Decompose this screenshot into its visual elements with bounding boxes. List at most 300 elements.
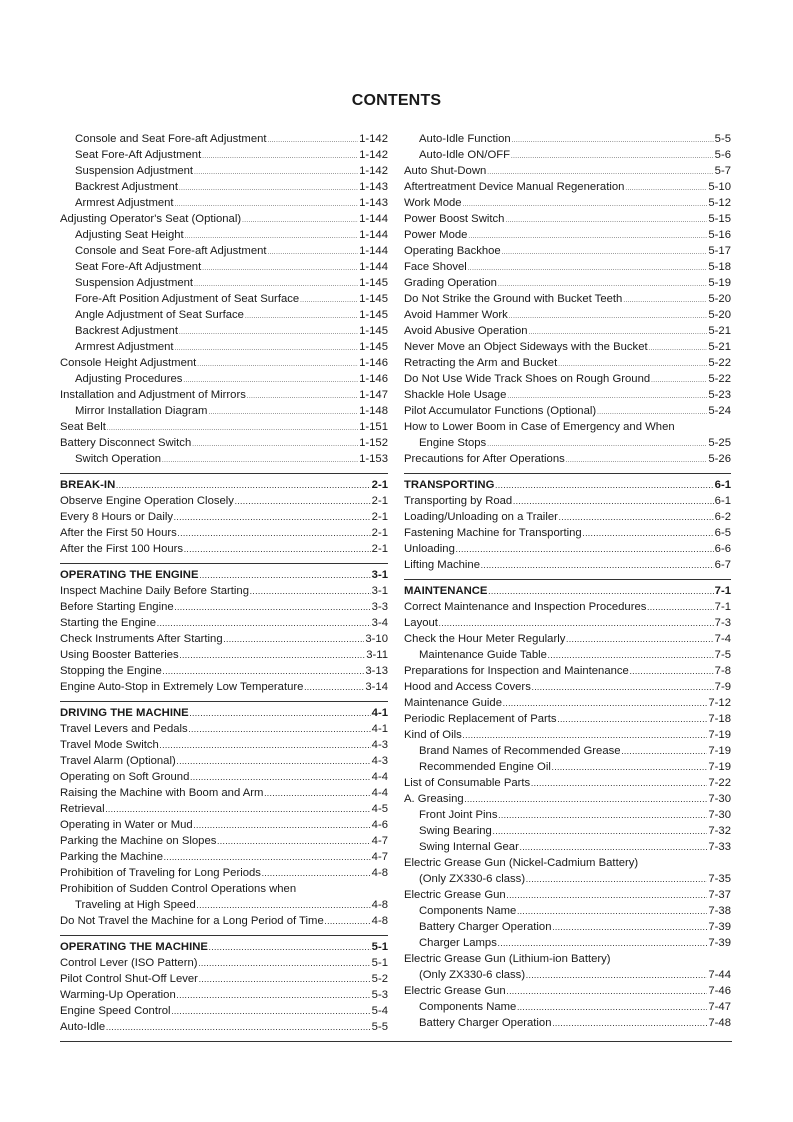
section-heading-page: 4-1 (371, 707, 388, 719)
toc-entry-page: 1-142 (359, 165, 388, 177)
toc-entry[interactable] (404, 419, 731, 435)
toc-entry[interactable] (404, 967, 731, 983)
toc-entry[interactable] (404, 983, 731, 999)
bottom-rule (60, 1041, 732, 1042)
toc-entry[interactable] (404, 147, 731, 163)
toc-entry[interactable] (60, 243, 388, 259)
toc-entry-page: 5-4 (371, 1005, 388, 1017)
toc-entry-page: 7-46 (708, 985, 731, 997)
toc-entry[interactable] (404, 493, 731, 509)
toc-entry-page: 5-25 (708, 437, 731, 449)
toc-entry-page: 5-1 (371, 957, 388, 969)
toc-entry-page: 1-144 (359, 213, 388, 225)
section-heading[interactable] (60, 939, 388, 955)
toc-entry-page: 1-143 (359, 181, 388, 193)
toc-entry[interactable] (60, 179, 388, 195)
toc-entry-page: 3-11 (366, 649, 388, 661)
toc-entry-title: Power Boost Switch (404, 213, 505, 225)
toc-entry[interactable] (60, 525, 388, 541)
toc-entry[interactable] (404, 727, 731, 743)
section-items (404, 493, 731, 573)
toc-entry[interactable] (60, 769, 388, 785)
toc-entry[interactable] (404, 211, 731, 227)
toc-entry-title: Components Name (419, 905, 517, 917)
toc-entry-page: 6-7 (714, 559, 731, 571)
toc-entry-title: Lifting Machine (404, 559, 480, 571)
toc-entry[interactable] (60, 451, 388, 467)
toc-entry[interactable] (60, 753, 388, 769)
toc-entry[interactable] (404, 919, 731, 935)
toc-entry-title: After the First 100 Hours (60, 543, 184, 555)
toc-entry-page: 4-1 (371, 723, 388, 735)
toc-entry-title: Check the Hour Meter Regularly (404, 633, 566, 645)
toc-entry-title: Swing Internal Gear (419, 841, 519, 853)
toc-entry[interactable] (60, 541, 388, 557)
toc-entry-title: Parking the Machine on Slopes (60, 835, 217, 847)
toc-entry-title: Shackle Hole Usage (404, 389, 507, 401)
toc-entry[interactable] (60, 737, 388, 753)
toc-entry[interactable] (404, 275, 731, 291)
toc-entry-title: Engine Stops (419, 437, 487, 449)
toc-entry[interactable] (404, 525, 731, 541)
page-title: CONTENTS (351, 92, 442, 109)
toc-entry[interactable] (404, 259, 731, 275)
toc-entry-title: Backrest Adjustment (75, 325, 178, 337)
toc-entry-title: Operating in Water or Mud (60, 819, 193, 831)
toc-entry-page: 4-4 (371, 787, 388, 799)
toc-entry[interactable] (404, 339, 731, 355)
toc-entry[interactable] (60, 387, 388, 403)
toc-entry-page: 6-5 (714, 527, 731, 539)
toc-entry[interactable] (60, 679, 388, 695)
toc-entry[interactable] (60, 987, 388, 1003)
toc-entry[interactable] (404, 759, 731, 775)
toc-entry-title: Before Starting Engine (60, 601, 174, 613)
toc-entry-title: Operating on Soft Ground (60, 771, 190, 783)
toc-entry[interactable] (60, 211, 388, 227)
section-heading-page: 6-1 (714, 479, 731, 491)
toc-entry[interactable] (60, 323, 388, 339)
dot-leader (184, 541, 371, 559)
toc-entry-page: 1-145 (359, 293, 388, 305)
toc-entry-title: Electric Grease Gun (Lithium-ion Battery) (404, 953, 611, 965)
section-items (404, 599, 731, 1031)
toc-entry-title: (Only ZX330-6 class) (419, 873, 526, 885)
toc-entry-title: Warming-Up Operation (60, 989, 176, 1001)
toc-entry-title: Seat Belt (60, 421, 106, 433)
toc-entry-title: Layout (404, 617, 438, 629)
toc-section-transporting (404, 473, 731, 573)
toc-entry-title: Angle Adjustment of Seat Surface (75, 309, 244, 321)
toc-entry-title: Engine Speed Control (60, 1005, 171, 1017)
toc-entry-title: Operating Backhoe (404, 245, 501, 257)
toc-entry-title: Adjusting Operator's Seat (Optional) (60, 213, 242, 225)
toc-entry-page: 5-24 (708, 405, 731, 417)
toc-entry-title: Unloading (404, 543, 455, 555)
toc-entry[interactable] (404, 679, 731, 695)
toc-entry-page: 7-18 (708, 713, 731, 725)
toc-entry-title: Transporting by Road (404, 495, 513, 507)
section-items (60, 955, 388, 1035)
toc-entry-page: 1-147 (359, 389, 388, 401)
toc-entry-title: Using Booster Batteries (60, 649, 179, 661)
toc-entry-title: Grading Operation (404, 277, 497, 289)
toc-entry-page: 2-1 (371, 511, 388, 523)
toc-entry-title: Loading/Unloading on a Trailer (404, 511, 558, 523)
toc-entry[interactable] (60, 849, 388, 865)
toc-entry-page: 2-1 (371, 543, 388, 555)
toc-entry-title: Engine Auto-Stop in Extremely Low Temperature (60, 681, 304, 693)
section-heading[interactable] (60, 477, 388, 493)
toc-entry-title: Do Not Use Wide Track Shoes on Rough Ground (404, 373, 651, 385)
toc-entry[interactable] (404, 663, 731, 679)
toc-entry-page: 7-19 (708, 761, 731, 773)
toc-entry-page: 7-32 (708, 825, 731, 837)
toc-entry-title: Travel Levers and Pedals (60, 723, 188, 735)
toc-entry-title: Electric Grease Gun (Nickel-Cadmium Battery) (404, 857, 639, 869)
toc-entry[interactable] (60, 955, 388, 971)
toc-entry-page: 5-20 (708, 293, 731, 305)
toc-entry[interactable] (60, 1003, 388, 1019)
toc-entry-page: 1-143 (359, 197, 388, 209)
toc-entry-page: 7-22 (708, 777, 731, 789)
toc-entry[interactable] (60, 971, 388, 987)
toc-entry[interactable] (404, 451, 731, 467)
toc-entry-title: Switch Operation (75, 453, 162, 465)
toc-entry-page: 5-23 (708, 389, 731, 401)
toc-entry[interactable] (60, 721, 388, 737)
toc-entry-title: Travel Alarm (Optional) (60, 755, 176, 767)
dot-leader (566, 451, 708, 469)
toc-entry-page: 1-144 (359, 261, 388, 273)
toc-entry-page: 5-22 (708, 357, 731, 369)
toc-entry-title: Suspension Adjustment (75, 165, 194, 177)
toc-entry[interactable] (404, 435, 731, 451)
toc-entry[interactable] (404, 695, 731, 711)
section-heading-title: DRIVING THE MACHINE (60, 707, 189, 719)
toc-entry[interactable] (404, 631, 731, 647)
toc-entry[interactable] (404, 599, 731, 615)
toc-entry-title: Suspension Adjustment (75, 277, 194, 289)
toc-entry[interactable] (404, 387, 731, 403)
toc-entry-page: 1-151 (359, 421, 388, 433)
section-heading[interactable] (60, 567, 388, 583)
dot-leader (325, 913, 371, 931)
toc-entry[interactable] (404, 775, 731, 791)
toc-entry[interactable] (404, 227, 731, 243)
toc-entry[interactable] (404, 291, 731, 307)
toc-entry-page: 2-1 (371, 495, 388, 507)
toc-entry-page: 5-6 (714, 149, 731, 161)
toc-entry[interactable] (60, 615, 388, 631)
toc-section-break-in (60, 473, 388, 557)
toc-entry-title: Battery Charger Operation (419, 1017, 552, 1029)
section-heading-title: MAINTENANCE (404, 585, 488, 597)
toc-entry[interactable] (60, 419, 388, 435)
toc-entry-title: Raising the Machine with Boom and Arm (60, 787, 264, 799)
section-heading[interactable] (404, 583, 731, 599)
toc-entry[interactable] (60, 147, 388, 163)
toc-entry-page: 1-153 (359, 453, 388, 465)
toc-entry-title: Auto-Idle ON/OFF (419, 149, 511, 161)
section-heading-page: 5-1 (371, 941, 388, 953)
toc-entry[interactable] (60, 435, 388, 451)
toc-entry-page: 3-13 (365, 665, 388, 677)
toc-entry[interactable] (404, 647, 731, 663)
toc-entry[interactable] (404, 711, 731, 727)
section-items (60, 493, 388, 557)
toc-entry[interactable] (404, 307, 731, 323)
toc-entry-page: 5-3 (371, 989, 388, 1001)
toc-entry[interactable] (60, 801, 388, 817)
toc-entry-page: 7-4 (714, 633, 731, 645)
toc-entry-page: 7-12 (708, 697, 731, 709)
toc-entry[interactable] (404, 403, 731, 419)
section-heading-page: 3-1 (371, 569, 388, 581)
toc-entry-title: Pilot Control Shut-Off Lever (60, 973, 198, 985)
toc-entry-title: Retracting the Arm and Bucket (404, 357, 558, 369)
toc-entry[interactable] (60, 163, 388, 179)
toc-entry-title: Auto-Idle Function (419, 133, 511, 145)
toc-entry-title: Console Height Adjustment (60, 357, 197, 369)
toc-entry-page: 1-145 (359, 309, 388, 321)
toc-entry-title: Prohibition of Traveling for Long Periods (60, 867, 261, 879)
toc-entry[interactable] (404, 1015, 731, 1031)
toc-entry-page: 5-12 (708, 197, 731, 209)
toc-entry-page: 7-39 (708, 937, 731, 949)
toc-entry-page: 4-6 (371, 819, 388, 831)
section-heading[interactable] (60, 705, 388, 721)
toc-entry-page: 6-2 (714, 511, 731, 523)
toc-entry-title: Control Lever (ISO Pattern) (60, 957, 198, 969)
toc-entry[interactable] (60, 307, 388, 323)
toc-entry-title: List of Consumable Parts (404, 777, 531, 789)
toc-entry-title: Backrest Adjustment (75, 181, 178, 193)
toc-entry[interactable] (404, 195, 731, 211)
toc-entry-page: 1-145 (359, 277, 388, 289)
toc-entry-page: 3-1 (371, 585, 388, 597)
toc-entry[interactable] (404, 179, 731, 195)
toc-entry-title: Armrest Adjustment (75, 341, 174, 353)
toc-entry[interactable] (60, 599, 388, 615)
toc-entry[interactable] (60, 493, 388, 509)
section-items (60, 721, 388, 929)
toc-entry[interactable] (60, 1019, 388, 1035)
toc-entry[interactable] (404, 557, 731, 573)
toc-entry-page: 7-30 (708, 809, 731, 821)
toc-entry-title: Electric Grease Gun (404, 889, 506, 901)
toc-entry[interactable] (60, 583, 388, 599)
toc-entry[interactable] (60, 631, 388, 647)
toc-entry-page: 1-144 (359, 245, 388, 257)
toc-entry[interactable] (404, 887, 731, 903)
toc-entry-title: Inspect Machine Daily Before Starting (60, 585, 250, 597)
toc-entry[interactable] (60, 913, 388, 929)
toc-entry-title: Components Name (419, 1001, 517, 1013)
toc-entry-title: Aftertreatment Device Manual Regeneration (404, 181, 625, 193)
toc-entry-title: Travel Mode Switch (60, 739, 159, 751)
toc-entry-title: Brand Names of Recommended Grease (419, 745, 621, 757)
toc-entry-page: 5-16 (708, 229, 731, 241)
toc-entry-title: Hood and Access Covers (404, 681, 531, 693)
toc-entry-page: 4-8 (371, 867, 388, 879)
toc-entry[interactable] (404, 855, 731, 871)
toc-entry[interactable] (404, 243, 731, 259)
toc-entry[interactable] (404, 951, 731, 967)
toc-entry-page: 5-7 (714, 165, 731, 177)
toc-entry-title: Avoid Abusive Operation (404, 325, 528, 337)
toc-entry-title: Front Joint Pins (419, 809, 498, 821)
toc-entry-page: 5-2 (371, 973, 388, 985)
toc-section-maintenance (404, 579, 731, 1031)
toc-entry[interactable] (404, 355, 731, 371)
toc-entry[interactable] (60, 403, 388, 419)
toc-entry-title: Auto Shut-Down (404, 165, 487, 177)
toc-entry-title: Fore-Aft Position Adjustment of Seat Surface (75, 293, 300, 305)
toc-entry-page: 7-1 (714, 601, 731, 613)
toc-entry[interactable] (404, 903, 731, 919)
toc-entry-page: 5-26 (708, 453, 731, 465)
toc-entry[interactable] (60, 509, 388, 525)
toc-entry-page: 7-19 (708, 745, 731, 757)
toc-entry-title: A. Greasing (404, 793, 464, 805)
section-heading-title: BREAK-IN (60, 479, 116, 491)
toc-entry[interactable] (60, 785, 388, 801)
toc-entry[interactable] (60, 833, 388, 849)
toc-entry[interactable] (60, 647, 388, 663)
toc-group-continued-right (404, 131, 731, 467)
toc-entry-page: 5-5 (371, 1021, 388, 1033)
toc-entry[interactable] (60, 131, 388, 147)
toc-entry-page: 1-144 (359, 229, 388, 241)
toc-entry[interactable] (404, 509, 731, 525)
toc-entry-title: Check Instruments After Starting (60, 633, 223, 645)
toc-entry[interactable] (60, 663, 388, 679)
toc-entry-page: 7-35 (708, 873, 731, 885)
toc-entry[interactable] (404, 935, 731, 951)
toc-entry-page: 7-33 (708, 841, 731, 853)
toc-entry-page: 7-48 (708, 1017, 731, 1029)
toc-entry-page: 7-30 (708, 793, 731, 805)
toc-entry[interactable] (60, 339, 388, 355)
section-heading-page: 7-1 (714, 585, 731, 597)
toc-entry[interactable] (404, 871, 731, 887)
toc-entry-title: Maintenance Guide Table (419, 649, 547, 661)
toc-entry[interactable] (60, 897, 388, 913)
toc-entry-page: 7-44 (708, 969, 731, 981)
toc-entry[interactable] (60, 355, 388, 371)
toc-entry-page: 5-18 (708, 261, 731, 273)
toc-entry-title: Recommended Engine Oil (419, 761, 551, 773)
toc-entry-page: 3-4 (371, 617, 388, 629)
toc-entry[interactable] (60, 259, 388, 275)
toc-entry-title: Console and Seat Fore-aft Adjustment (75, 133, 267, 145)
toc-entry[interactable] (60, 865, 388, 881)
left-column (60, 131, 388, 1035)
toc-entry[interactable] (404, 323, 731, 339)
toc-entry[interactable] (404, 791, 731, 807)
toc-entry-page: 4-4 (371, 771, 388, 783)
toc-entry-title: Observe Engine Operation Closely (60, 495, 234, 507)
toc-entry-title: Face Shovel (404, 261, 467, 273)
dot-leader (304, 679, 364, 697)
toc-entry-title: Maintenance Guide (404, 697, 502, 709)
toc-entry-title: Stopping the Engine (60, 665, 162, 677)
toc-entry[interactable] (60, 195, 388, 211)
toc-entry-page: 7-3 (714, 617, 731, 629)
toc-entry-title: Adjusting Procedures (75, 373, 183, 385)
toc-entry-title: Precautions for After Operations (404, 453, 565, 465)
section-heading[interactable] (404, 477, 731, 493)
dot-leader (162, 451, 358, 469)
toc-entry-page: 3-10 (365, 633, 388, 645)
toc-entry[interactable] (60, 291, 388, 307)
toc-entry-title: Auto-Idle (60, 1021, 106, 1033)
right-column (404, 131, 731, 1031)
toc-entry-page: 3-14 (365, 681, 388, 693)
toc-entry[interactable] (404, 371, 731, 387)
toc-entry[interactable] (404, 823, 731, 839)
toc-entry[interactable] (404, 541, 731, 557)
toc-entry[interactable] (60, 881, 388, 897)
toc-entry[interactable] (404, 743, 731, 759)
toc-entry-title: How to Lower Boom in Case of Emergency and When (404, 421, 675, 433)
toc-entry[interactable] (404, 839, 731, 855)
toc-entry-title: Charger Lamps (419, 937, 497, 949)
toc-entry-title: Electric Grease Gun (404, 985, 506, 997)
toc-entry[interactable] (404, 615, 731, 631)
toc-entry[interactable] (60, 817, 388, 833)
toc-entry-page: 1-145 (359, 341, 388, 353)
toc-entry-title: Retrieval (60, 803, 105, 815)
toc-entry-title: Installation and Adjustment of Mirrors (60, 389, 246, 401)
toc-entry-page: 5-5 (714, 133, 731, 145)
toc-entry-title: Kind of Oils (404, 729, 462, 741)
toc-entry-page: 2-1 (371, 527, 388, 539)
toc-entry-page: 5-19 (708, 277, 731, 289)
toc-entry-title: After the First 50 Hours (60, 527, 177, 539)
toc-entry-page: 7-8 (714, 665, 731, 677)
toc-entry[interactable] (60, 275, 388, 291)
toc-entry[interactable] (404, 131, 731, 147)
toc-entry-page: 6-6 (714, 543, 731, 555)
toc-entry-title: Periodic Replacement of Parts (404, 713, 557, 725)
toc-entry-page: 5-21 (708, 325, 731, 337)
toc-entry[interactable] (404, 999, 731, 1015)
toc-entry-page: 7-9 (714, 681, 731, 693)
toc-entry-page: 1-142 (359, 149, 388, 161)
section-heading-page: 2-1 (371, 479, 388, 491)
toc-entry[interactable] (60, 227, 388, 243)
toc-entry-page: 1-152 (359, 437, 388, 449)
section-heading-title: OPERATING THE MACHINE (60, 941, 208, 953)
toc-entry-title: Parking the Machine (60, 851, 163, 863)
toc-entry[interactable] (404, 163, 731, 179)
toc-entry[interactable] (60, 371, 388, 387)
toc-entry-title: Do Not Strike the Ground with Bucket Teeth (404, 293, 623, 305)
toc-entry[interactable] (404, 807, 731, 823)
toc-entry-page: 4-3 (371, 739, 388, 751)
toc-entry-page: 4-3 (371, 755, 388, 767)
toc-section-driving-machine (60, 701, 388, 929)
section-heading-title: OPERATING THE ENGINE (60, 569, 199, 581)
toc-entry-title: (Only ZX330-6 class) (419, 969, 526, 981)
toc-entry-title: Battery Disconnect Switch (60, 437, 192, 449)
toc-entry-title: Console and Seat Fore-aft Adjustment (75, 245, 267, 257)
toc-entry-page: 5-22 (708, 373, 731, 385)
toc-entry-title: Battery Charger Operation (419, 921, 552, 933)
toc-entry-page: 5-20 (708, 309, 731, 321)
